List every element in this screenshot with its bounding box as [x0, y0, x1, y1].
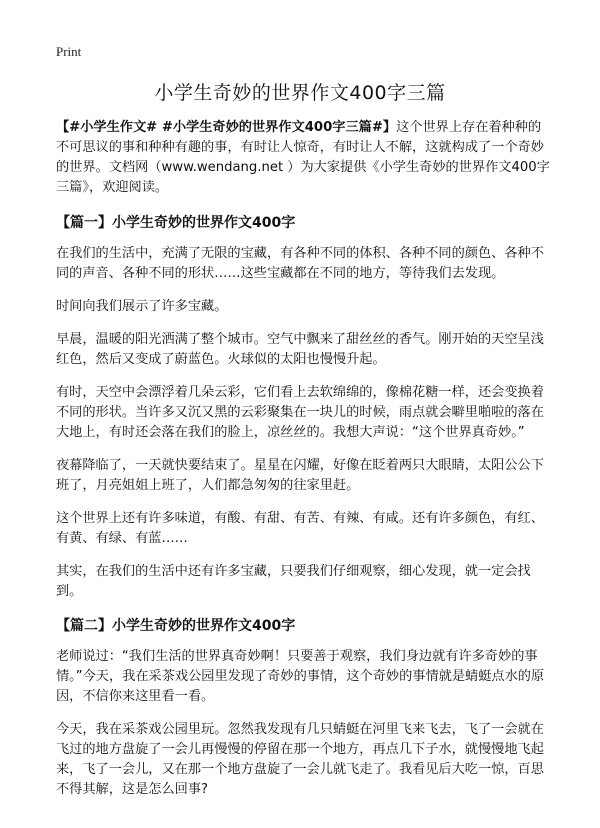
section-1-paragraph: 夜幕降临了，一天就快要结束了。星星在闪耀，好像在眨着两只大眼睛，太阳公公下班了，月亮姐姐上班了，人们都急匆匆的往家里赶。: [56, 458, 544, 493]
section-2-heading: 【篇二】小学生奇妙的世界作文400字: [56, 618, 296, 634]
section-1-paragraph: 这个世界上还有许多味道，有酸、有甜、有苦、有辣、有咸。还有许多颜色，有红、有黄、有绿、有蓝……: [56, 511, 544, 546]
section-1-paragraph: 早晨，温暖的阳光洒满了整个城市。空气中飘来了甜丝丝的香气。刚开始的天空呈浅红色，然后又变成了蔚蓝色。火球似的太阳也慢慢升起。: [56, 332, 544, 367]
section-2-paragraph: 老师说过：“我们生活的世界真奇妙啊！只要善于观察，我们身边就有许多奇妙的事情。”今天，我在采茶戏公园里发现了奇妙的事情，这个奇妙的事情就是蜻蜓点水的原因，不信你来这里看一看。: [56, 649, 545, 704]
section-1-heading: 【篇一】小学生奇妙的世界作文400字: [56, 215, 296, 231]
section-1-paragraph: 有时，天空中会漂浮着几朵云彩，它们看上去软绵绵的，像棉花糖一样，还会变换着不同的形状。当许多又沉又黑的云彩聚集在一块儿的时候，雨点就会噼里啪啦的落在大地上，有时还会落在我们的脸上，凉丝丝的。我想大声说：“这个世界真奇妙。”: [56, 385, 544, 440]
section-1-paragraph: 其实，在我们的生活中还有许多宝藏，只要我们仔细观察，细心发现，就一定会找到。: [56, 564, 531, 599]
section-1-paragraph: 时间向我们展示了许多宝藏。: [56, 299, 228, 314]
section-2-paragraph: 今天，我在采茶戏公园里玩。忽然我发现有几只蜻蜓在河里飞来飞去，飞了一会就在飞过的地方盘旋了一会儿再慢慢的停留在那一个地方，再点几下子水，就慢慢地飞起来，飞了一会儿，又在那一个地方盘旋了一会儿就飞走了。我看见后大吃一惊，百思不得其解，这是怎么回事?: [56, 722, 544, 797]
intro-tag: 【#小学生作文# #小学生奇妙的世界作文400字三篇#】: [56, 120, 397, 135]
intro-text: 这个世界上存在着种种的不可思议的事和种种有趣的事，有时让人惊奇，有时让人不解，这就构成了一个奇妙的世界。文档网（www.wendang.net ）为大家提供《小学生奇妙的世界作文400字三篇》，欢迎阅读。: [56, 120, 550, 195]
document-body: [56, 118, 552, 813]
document-title: 小学生奇妙的世界作文400字三篇: [154, 82, 446, 104]
print-label: Print: [56, 44, 82, 59]
section-1-paragraph: 在我们的生活中，充满了无限的宝藏，有各种不同的体积、各种不同的颜色、各种不同的声音、各种不同的形状……这些宝藏都在不同的地方，等待我们去发现。: [56, 246, 544, 281]
intro-paragraph: [56, 118, 552, 198]
